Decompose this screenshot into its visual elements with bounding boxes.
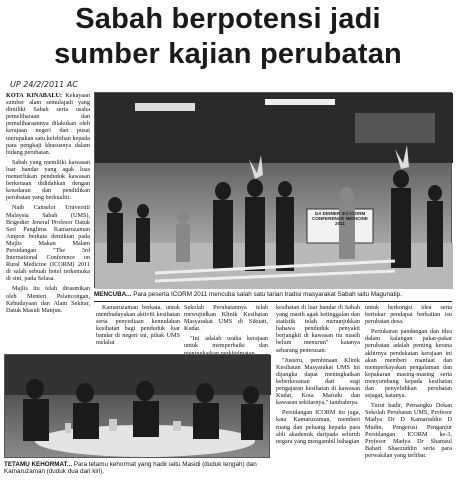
handwritten-date-note: UP 24/2/2011 AC xyxy=(10,80,78,89)
caption-text: Para tetamu kehormat yang hadir iaitu Masidi (duduk tengah) dan Kamaruzaman (duduk dua dari kiri). xyxy=(4,461,257,476)
article-paragraph: Sabah yang memiliki kawasan luar bandar yang agak luas memerlukan penduduk kawasan berkenaan dididahkan dengan kesedaran dan pendidikan perubatan yang berkualiti. xyxy=(6,158,90,202)
article-paragraph: KOTA KINABALU: Kekayaan sumber alam semulajadi yang dimiliki Sabah serta usaha pemeliharaan dan pemuliharaannya dilakukan oleh kerajaan negeri dan pusat merupakan satu kelebihan kepada para pengkaji khususnya dalam bidang perubatan. xyxy=(6,92,91,156)
article-paragraph: untuk berkongsi idea serta bertukar pendapat berkaitan isu perubatan desa. xyxy=(365,304,452,326)
headline-line-2: sumber kajian perubatan xyxy=(54,38,402,70)
article-column-1 xyxy=(6,92,90,348)
headline-line-1: Sabah berpotensi jadi xyxy=(75,3,381,35)
dance-photo xyxy=(94,92,452,288)
caption-lead: TETAMU KEHORMAT... xyxy=(4,461,72,468)
caption-text: Para peserta ICORM 2011 mencuba salah satu tarian tradisi masyarakat Sabah iaitu Magunatip. xyxy=(133,291,402,298)
article-paragraph: Pertukaran pandangan dan idea dalam kalangan pakar-pakar perubatan adalah penting kerana akhirnya pendekatan kerajaan ini akan memberi manfaat dan memperkayakan pengalaman dan kepakaran masing-masing serta menyumbang kepada kesihatan dan penyelidikan perubatan sejagat, katanya. xyxy=(365,328,452,400)
headline xyxy=(8,2,448,72)
article-paragraph: Naib Canselor Universiti Malaysia Sabah (UMS), Brigedier Jeneral Profesor Datuk Seri Panglima Kamaruzaman Ampon berkata demikian pada Majlis Makan Malam Persidangan "The 3rd International Conference on Rural Medicine (ICORM) 2011 di salah sebuah hotel terkemuka di sini, pada Selasa. xyxy=(6,204,90,283)
article-column-2 xyxy=(96,304,180,352)
dateline: KOTA KINABALU: xyxy=(6,92,63,99)
article-paragraph: Majlis itu telah dirasmikan oleh Menteri Pelancongan, Kebudayaan dan Alam Sekitar, Datuk Masidi Manjun. xyxy=(6,285,90,314)
article-paragraph: Turut hadir, Pemangku Dekan Sekolah Perubatan UMS, Profesor Madya Dr D Kamaruddin D Mudin, Pengerusi Penganjur Persidangan ICORM ke-3, Profesor Madya Dr Shamsul Bahari Shaezuddin serta para perwakilan yang terlibat. xyxy=(365,402,452,459)
article-paragraph: "Justeru, pembinaan Klinik Kesihatan Masyarakat UMS ini dijangka dapat meningkatkan keberkesanan dari segi pengajaran kesihatan di kawasan Kudat, Kota Marudu dan kawasan sekitarnya," tambahnya. xyxy=(276,356,360,407)
guests-photo-caption xyxy=(4,461,272,476)
article-column-3 xyxy=(184,304,268,352)
caption-lead: MENCUBA... xyxy=(94,291,132,298)
dance-photo-caption xyxy=(94,291,452,298)
article-column-4 xyxy=(276,304,360,478)
article-paragraph: Persidangan ICORM itu juga, kata Kamaruzaman, memberi ruang dan peluang kepada para ahli akademik daripada seluruh negara yang mengambil bahagian xyxy=(276,409,360,445)
column-rule xyxy=(94,301,452,302)
article-paragraph: kesihatan di luar bandar di Sabah yang masih agak ketinggalan dan statistik telah menunjukkan bahawa penduduk penyakit berjangkit di kawasan itu masih belum menurun" katanya sebarang penerusan. xyxy=(276,304,360,354)
dance-photo-scene xyxy=(95,93,453,289)
article-column-5 xyxy=(365,304,452,478)
article-paragraph: "Ini adalah usaha kerajaan untuk memperbaiki dan xyxy=(184,335,268,350)
event-sign-board: GA DINNER 3rd ICORM CONFERENCE MEDICINE 2011 xyxy=(312,211,368,227)
guests-photo xyxy=(4,354,270,458)
article-paragraph: Kamaruzaman berkata, untuk membudayakan aktiviti kesihatan serta penyediaan kemudahan kesihatan bagi penduduk luar bandar di negeri ini, pihak UMS melalui xyxy=(96,304,180,347)
article-paragraph: Sekolah Perubatannya telah mewujudkan Klinik Kesihatan Masyarakat UMS di Sikuati, Kudat. xyxy=(184,304,268,333)
guests-photo-scene xyxy=(5,355,271,459)
